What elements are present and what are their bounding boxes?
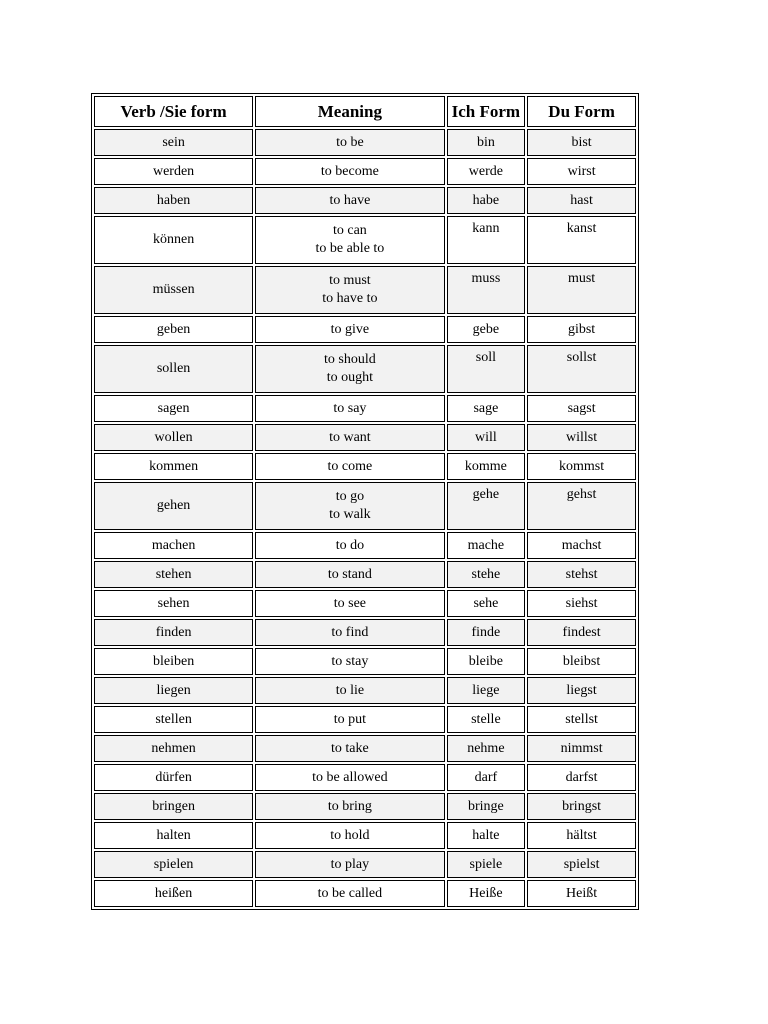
du-form-cell: bleibst [527, 648, 636, 675]
meaning-cell [255, 395, 444, 422]
meaning-line: to can [332, 223, 367, 238]
meaning-line: to stand [327, 566, 372, 582]
meaning-cell [255, 187, 444, 214]
verb-conjugation-table [91, 93, 639, 910]
du-form-cell: must [527, 266, 636, 314]
du-form-cell: liegst [527, 677, 636, 704]
table-row [94, 453, 636, 480]
table-row [94, 590, 636, 617]
ich-form-cell: gebe [447, 316, 526, 343]
ich-form-cell: bringe [447, 793, 526, 820]
ich-form-cell: darf [447, 764, 526, 791]
table-row [94, 851, 636, 878]
verb-cell: liegen [94, 677, 253, 704]
ich-form-cell: finde [447, 619, 526, 646]
meaning-cell [255, 532, 444, 559]
meaning-line: to become [320, 163, 379, 179]
ich-form-cell: komme [447, 453, 526, 480]
meaning-cell [255, 482, 444, 530]
du-form-cell: hältst [527, 822, 636, 849]
meaning-line: to take [331, 740, 369, 756]
table-row [94, 764, 636, 791]
verb-cell: nehmen [94, 735, 253, 762]
meaning-cell [255, 648, 444, 675]
table-row [94, 648, 636, 675]
verb-cell: sehen [94, 590, 253, 617]
du-form-cell: spielst [527, 851, 636, 878]
table-row [94, 316, 636, 343]
du-form-cell: bringst [527, 793, 636, 820]
ich-form-cell: werde [447, 158, 526, 185]
verb-cell: sagen [94, 395, 253, 422]
du-form-cell: willst [527, 424, 636, 451]
verb-cell: stehen [94, 561, 253, 588]
meaning-line: to come [327, 458, 373, 474]
meaning-cell [255, 706, 444, 733]
meaning-cell [255, 590, 444, 617]
ich-form-cell: stelle [447, 706, 526, 733]
verb-cell: wollen [94, 424, 253, 451]
meaning-cell [255, 129, 444, 156]
du-form-cell: sagst [527, 395, 636, 422]
table-row [94, 706, 636, 733]
ich-form-cell: halte [447, 822, 526, 849]
ich-form-cell: bleibe [447, 648, 526, 675]
meaning-line: to see [333, 595, 367, 611]
verb-cell: bringen [94, 793, 253, 820]
meaning-cell [255, 735, 444, 762]
verb-cell: werden [94, 158, 253, 185]
ich-form-cell: spiele [447, 851, 526, 878]
meaning-line: to have to [322, 291, 378, 306]
table-row [94, 532, 636, 559]
ich-form-cell: kann [447, 216, 526, 264]
du-form-cell: stehst [527, 561, 636, 588]
table-row [94, 345, 636, 393]
table-row [94, 735, 636, 762]
ich-form-cell: gehe [447, 482, 526, 530]
meaning-line: to walk [329, 507, 371, 522]
meaning-line: to be called [317, 885, 383, 901]
du-form-cell: darfst [527, 764, 636, 791]
ich-form-cell: bin [447, 129, 526, 156]
table-row [94, 216, 636, 264]
table-row [94, 822, 636, 849]
verb-cell: kommen [94, 453, 253, 480]
table-row [94, 158, 636, 185]
ich-form-cell: sehe [447, 590, 526, 617]
verb-cell: müssen [94, 266, 253, 314]
table-row [94, 793, 636, 820]
table-row [94, 129, 636, 156]
verb-cell: bleiben [94, 648, 253, 675]
meaning-line: to be allowed [312, 769, 388, 785]
meaning-line: to go [335, 489, 365, 504]
header-verb-sie-form: Verb /Sie form [94, 96, 253, 127]
ich-form-cell: muss [447, 266, 526, 314]
table-header [94, 96, 636, 127]
meaning-line: to put [333, 711, 367, 727]
meaning-cell [255, 561, 444, 588]
verb-cell: gehen [94, 482, 253, 530]
ich-form-cell: Heiße [447, 880, 526, 907]
du-form-cell: hast [527, 187, 636, 214]
du-form-cell: nimmst [527, 735, 636, 762]
table-row [94, 482, 636, 530]
du-form-cell: siehst [527, 590, 636, 617]
du-form-cell: wirst [527, 158, 636, 185]
meaning-cell [255, 316, 444, 343]
verb-cell: stellen [94, 706, 253, 733]
verb-cell: spielen [94, 851, 253, 878]
meaning-cell [255, 793, 444, 820]
meaning-cell [255, 764, 444, 791]
du-form-cell: kommst [527, 453, 636, 480]
meaning-cell [255, 266, 444, 314]
meaning-cell [255, 424, 444, 451]
verb-cell: finden [94, 619, 253, 646]
meaning-cell [255, 822, 444, 849]
header-row [94, 96, 636, 127]
table-row [94, 187, 636, 214]
meaning-line: to be [336, 134, 364, 150]
du-form-cell: stellst [527, 706, 636, 733]
meaning-line: to lie [335, 682, 365, 698]
meaning-cell [255, 345, 444, 393]
meaning-line: to stay [331, 653, 369, 669]
meaning-line: to say [333, 400, 367, 416]
verb-cell: geben [94, 316, 253, 343]
ich-form-cell: mache [447, 532, 526, 559]
verb-cell: können [94, 216, 253, 264]
verb-cell: sollen [94, 345, 253, 393]
meaning-cell [255, 851, 444, 878]
ich-form-cell: liege [447, 677, 526, 704]
table-row [94, 395, 636, 422]
du-form-cell: machst [527, 532, 636, 559]
table-row [94, 880, 636, 907]
table-body [94, 129, 636, 907]
verb-cell: halten [94, 822, 253, 849]
header-ich-form: Ich Form [447, 96, 526, 127]
verb-cell: haben [94, 187, 253, 214]
meaning-cell [255, 880, 444, 907]
table-row [94, 561, 636, 588]
meaning-line: to ought [326, 370, 374, 385]
meaning-line: to should [324, 352, 376, 367]
verb-cell: heißen [94, 880, 253, 907]
meaning-line: to play [330, 856, 370, 872]
meaning-cell [255, 216, 444, 264]
meaning-line: to find [331, 624, 369, 640]
meaning-line: to be able to [315, 241, 385, 256]
table-row [94, 266, 636, 314]
meaning-line: to have [329, 192, 371, 208]
meaning-line: to do [335, 537, 365, 553]
du-form-cell: findest [527, 619, 636, 646]
header-meaning: Meaning [255, 96, 444, 127]
ich-form-cell: sage [447, 395, 526, 422]
meaning-line: to bring [327, 798, 372, 814]
meaning-cell [255, 158, 444, 185]
ich-form-cell: stehe [447, 561, 526, 588]
ich-form-cell: habe [447, 187, 526, 214]
meaning-line: to must [329, 273, 371, 288]
header-du-form: Du Form [527, 96, 636, 127]
ich-form-cell: will [447, 424, 526, 451]
verb-cell: machen [94, 532, 253, 559]
meaning-line: to hold [330, 827, 370, 843]
meaning-cell [255, 677, 444, 704]
du-form-cell: sollst [527, 345, 636, 393]
table-row [94, 619, 636, 646]
meaning-cell [255, 619, 444, 646]
meaning-line: to want [329, 429, 371, 445]
ich-form-cell: soll [447, 345, 526, 393]
du-form-cell: bist [527, 129, 636, 156]
verb-cell: dürfen [94, 764, 253, 791]
table-row [94, 677, 636, 704]
table-row [94, 424, 636, 451]
meaning-cell [255, 453, 444, 480]
du-form-cell: kanst [527, 216, 636, 264]
du-form-cell: gibst [527, 316, 636, 343]
ich-form-cell: nehme [447, 735, 526, 762]
du-form-cell: Heißt [527, 880, 636, 907]
verb-cell: sein [94, 129, 253, 156]
meaning-line: to give [330, 321, 370, 337]
du-form-cell: gehst [527, 482, 636, 530]
